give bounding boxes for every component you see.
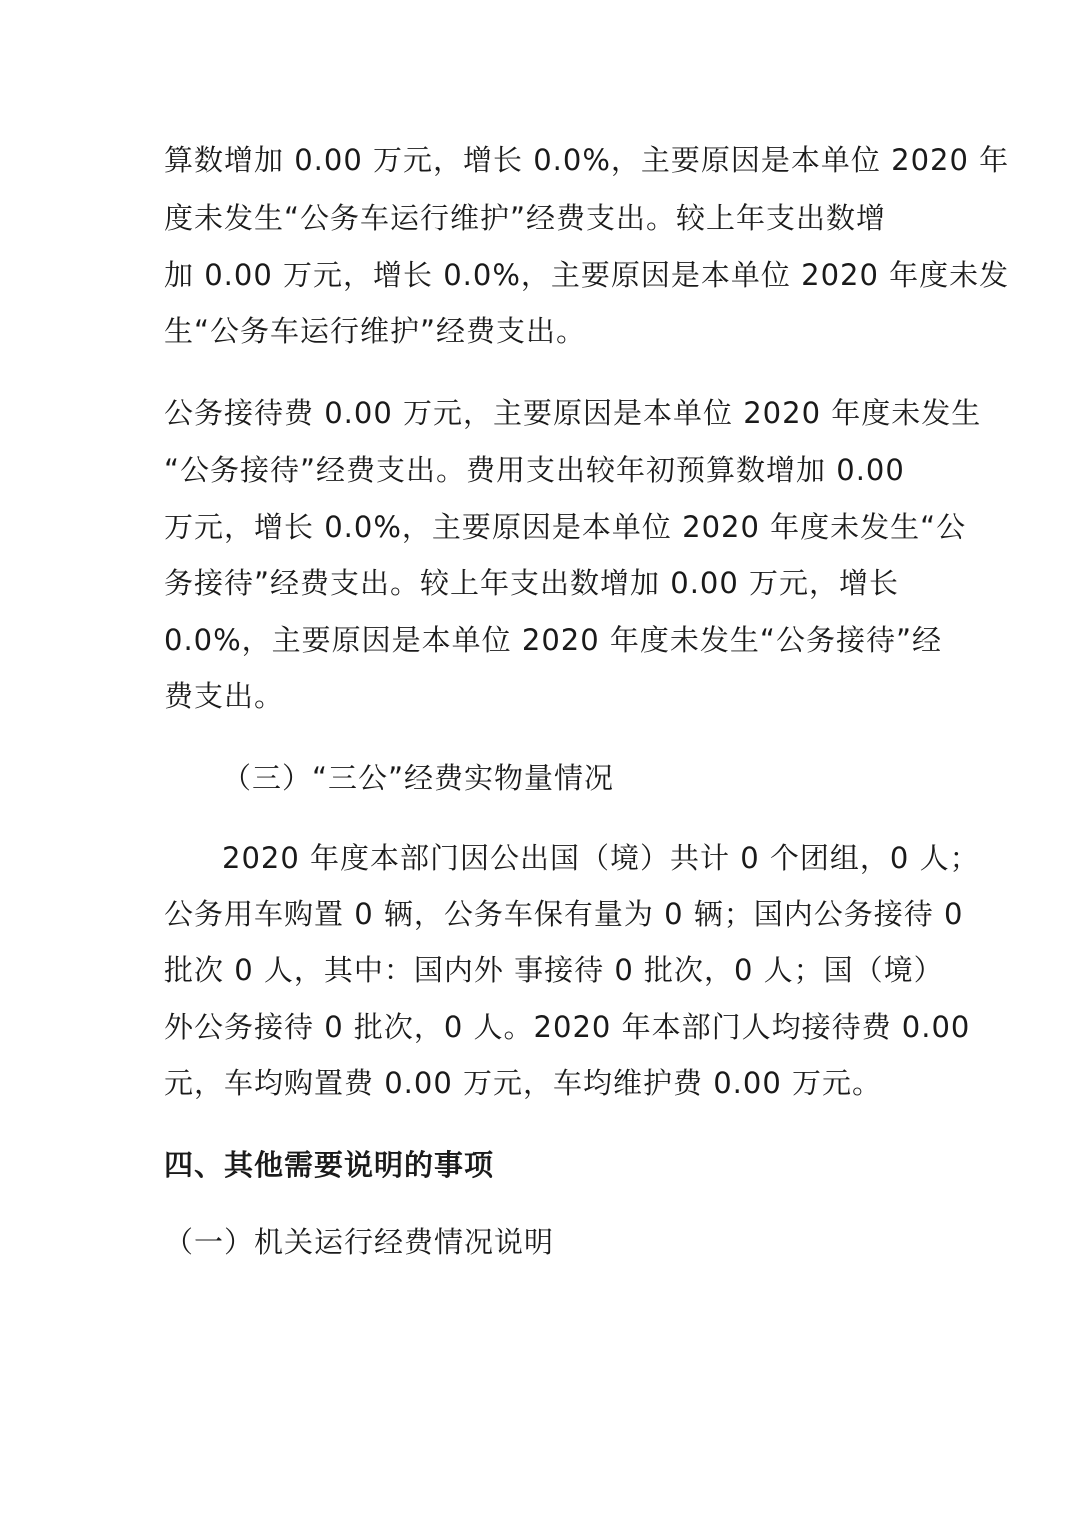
paragraph-line: 0.0%，主要原因是本单位 2020 年度未发生“公务接待”经	[164, 623, 942, 657]
paragraph-line: 费支出。	[164, 679, 285, 713]
paragraph-line: 务接待”经费支出。较上年支出数增加 0.00 万元，增长	[164, 566, 900, 600]
paragraph-line: 公务接待费 0.00 万元，主要原因是本单位 2020 年度未发生	[164, 396, 982, 430]
paragraph-line: 公务用车购置 0 辆，公务车保有量为 0 辆；国内公务接待 0	[164, 897, 964, 931]
section-heading: （三）“三公”经费实物量情况	[222, 761, 615, 795]
paragraph-line: 加 0.00 万元，增长 0.0%，主要原因是本单位 2020 年度未发	[164, 258, 1010, 292]
paragraph-line: 度未发生“公务车运行维护”经费支出。较上年支出数增	[164, 201, 887, 235]
paragraph-line: “公务接待”经费支出。费用支出较年初预算数增加 0.00	[164, 453, 905, 487]
paragraph-line: 2020 年度本部门因公出国（境）共计 0 个团组，0 人；	[222, 841, 980, 875]
paragraph-line: 外公务接待 0 批次，0 人。2020 年本部门人均接待费 0.00	[164, 1010, 971, 1044]
subsection-heading: （一）机关运行经费情况说明	[164, 1225, 555, 1259]
paragraph-line: 算数增加 0.00 万元，增长 0.0%，主要原因是本单位 2020 年	[164, 143, 1010, 177]
paragraph-line: 批次 0 人，其中：国内外 事接待 0 批次，0 人；国（境）	[164, 953, 944, 987]
paragraph-line: 元，车均购置费 0.00 万元，车均维护费 0.00 万元。	[164, 1066, 883, 1100]
paragraph-line: 万元，增长 0.0%，主要原因是本单位 2020 年度未发生“公	[164, 510, 967, 544]
paragraph-line: 生“公务车运行维护”经费支出。	[164, 314, 587, 348]
chapter-heading: 四、其他需要说明的事项	[164, 1148, 495, 1182]
